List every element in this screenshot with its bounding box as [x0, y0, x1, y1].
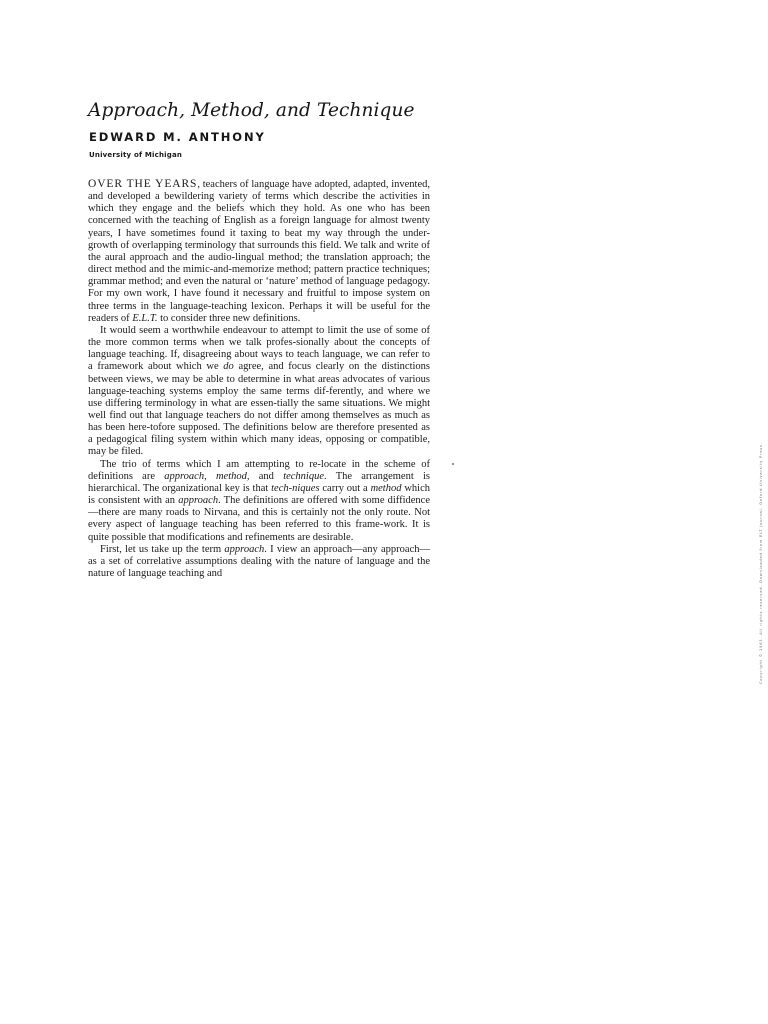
italic-term: approach	[178, 495, 219, 507]
body-paragraph-4	[88, 544, 430, 580]
scan-speck	[452, 463, 454, 465]
text-run: , teachers of language have adopted, adapted, invented, and developed a bewildering variety of terms which describe the activities in which they engage and the beliefs which they hold. As one who has been concerned with the teaching of English as a foreign language for almost twenty years, I have sometimes found it taxing to beat my way through the under-growth of overlapping terminology that surrounds this field. We talk and write of the aural approach and the audio-lingual method; the translation approach; the direct method and the mimic-and-memorize method; pattern practice techniques; grammar method; and even the natural or ‘nature’ method of language pedagogy. For my own work, I have found it necessary and fruitful to impose system on three terms in the language-teaching lexicon. Perhaps it will be useful for the readers of	[88, 179, 431, 324]
body-paragraph-2	[88, 325, 430, 459]
text-run: . The arrangement is hierarchical. The organizational key is that	[88, 470, 430, 494]
article-title: Approach, Method, and Technique	[88, 100, 415, 121]
italic-term: tech-niques	[271, 482, 320, 494]
margin-copyright-note	[748, 292, 763, 684]
italic-term: approach, method,	[164, 470, 250, 482]
text-run: to consider three new definitions.	[157, 312, 301, 324]
italic-term: approach	[224, 543, 265, 555]
author-affiliation: University of Michigan	[89, 151, 183, 159]
text-run: The trio of terms which I am attempting to re-locate in the scheme of definitions are	[88, 458, 430, 482]
italic-term: do	[223, 361, 234, 373]
text-run: It would seem a worthwhile endeavour to attempt to limit the use of some of the more common terms when we talk profes-sionally about the concepts of language teaching. If, disagreeing about ways to teach language, we can refer to a framework about which we	[88, 324, 430, 373]
lead-in-caps: OVER THE YEARS	[88, 178, 198, 190]
article-column	[88, 98, 430, 580]
text-run: First, let us take up the term	[100, 543, 225, 555]
margin-copyright-text: Copyright © 1963. All rights reserved. Downloaded from ELT Journal, Oxford University Press.	[759, 442, 763, 684]
body-paragraph-1	[88, 178, 430, 325]
text-run: which is consistent with an	[88, 482, 430, 507]
italic-term: E.L.T.	[132, 312, 158, 324]
author-name: EDWARD M. ANTHONY	[89, 130, 266, 144]
text-run: . The definitions are offered with some diffidence—there are many roads to Nirvana, and this is certainly not the only route. Not every aspect of language teaching has been referred to this frame-work. It is quite possible that modifications and refinements are desirable.	[88, 495, 431, 543]
text-run: agree, and focus clearly on the distinctions between views, we may be able to determine in what areas advocates of various language-teaching systems employ the same terms dif-ferently, and where we use differing terminology in what are essen-tially the same situations. We might well find out that language teachers do not differ among themselves as much as has been here-tofore supposed. The definitions below are therefore presented as a pedagogical filing system within which many ideas, opposing or compatible, may be filed.	[88, 361, 430, 458]
article-body	[88, 178, 430, 580]
body-paragraph-3	[88, 459, 430, 544]
italic-term: technique	[283, 470, 325, 482]
italic-term: method	[370, 482, 402, 494]
text-run: carry out a	[319, 482, 371, 494]
text-run: . I view an approach—any approach—as a set of correlative assumptions dealing with the nature of language and the nature of language teaching and	[88, 543, 430, 579]
text-run: and	[249, 470, 284, 482]
